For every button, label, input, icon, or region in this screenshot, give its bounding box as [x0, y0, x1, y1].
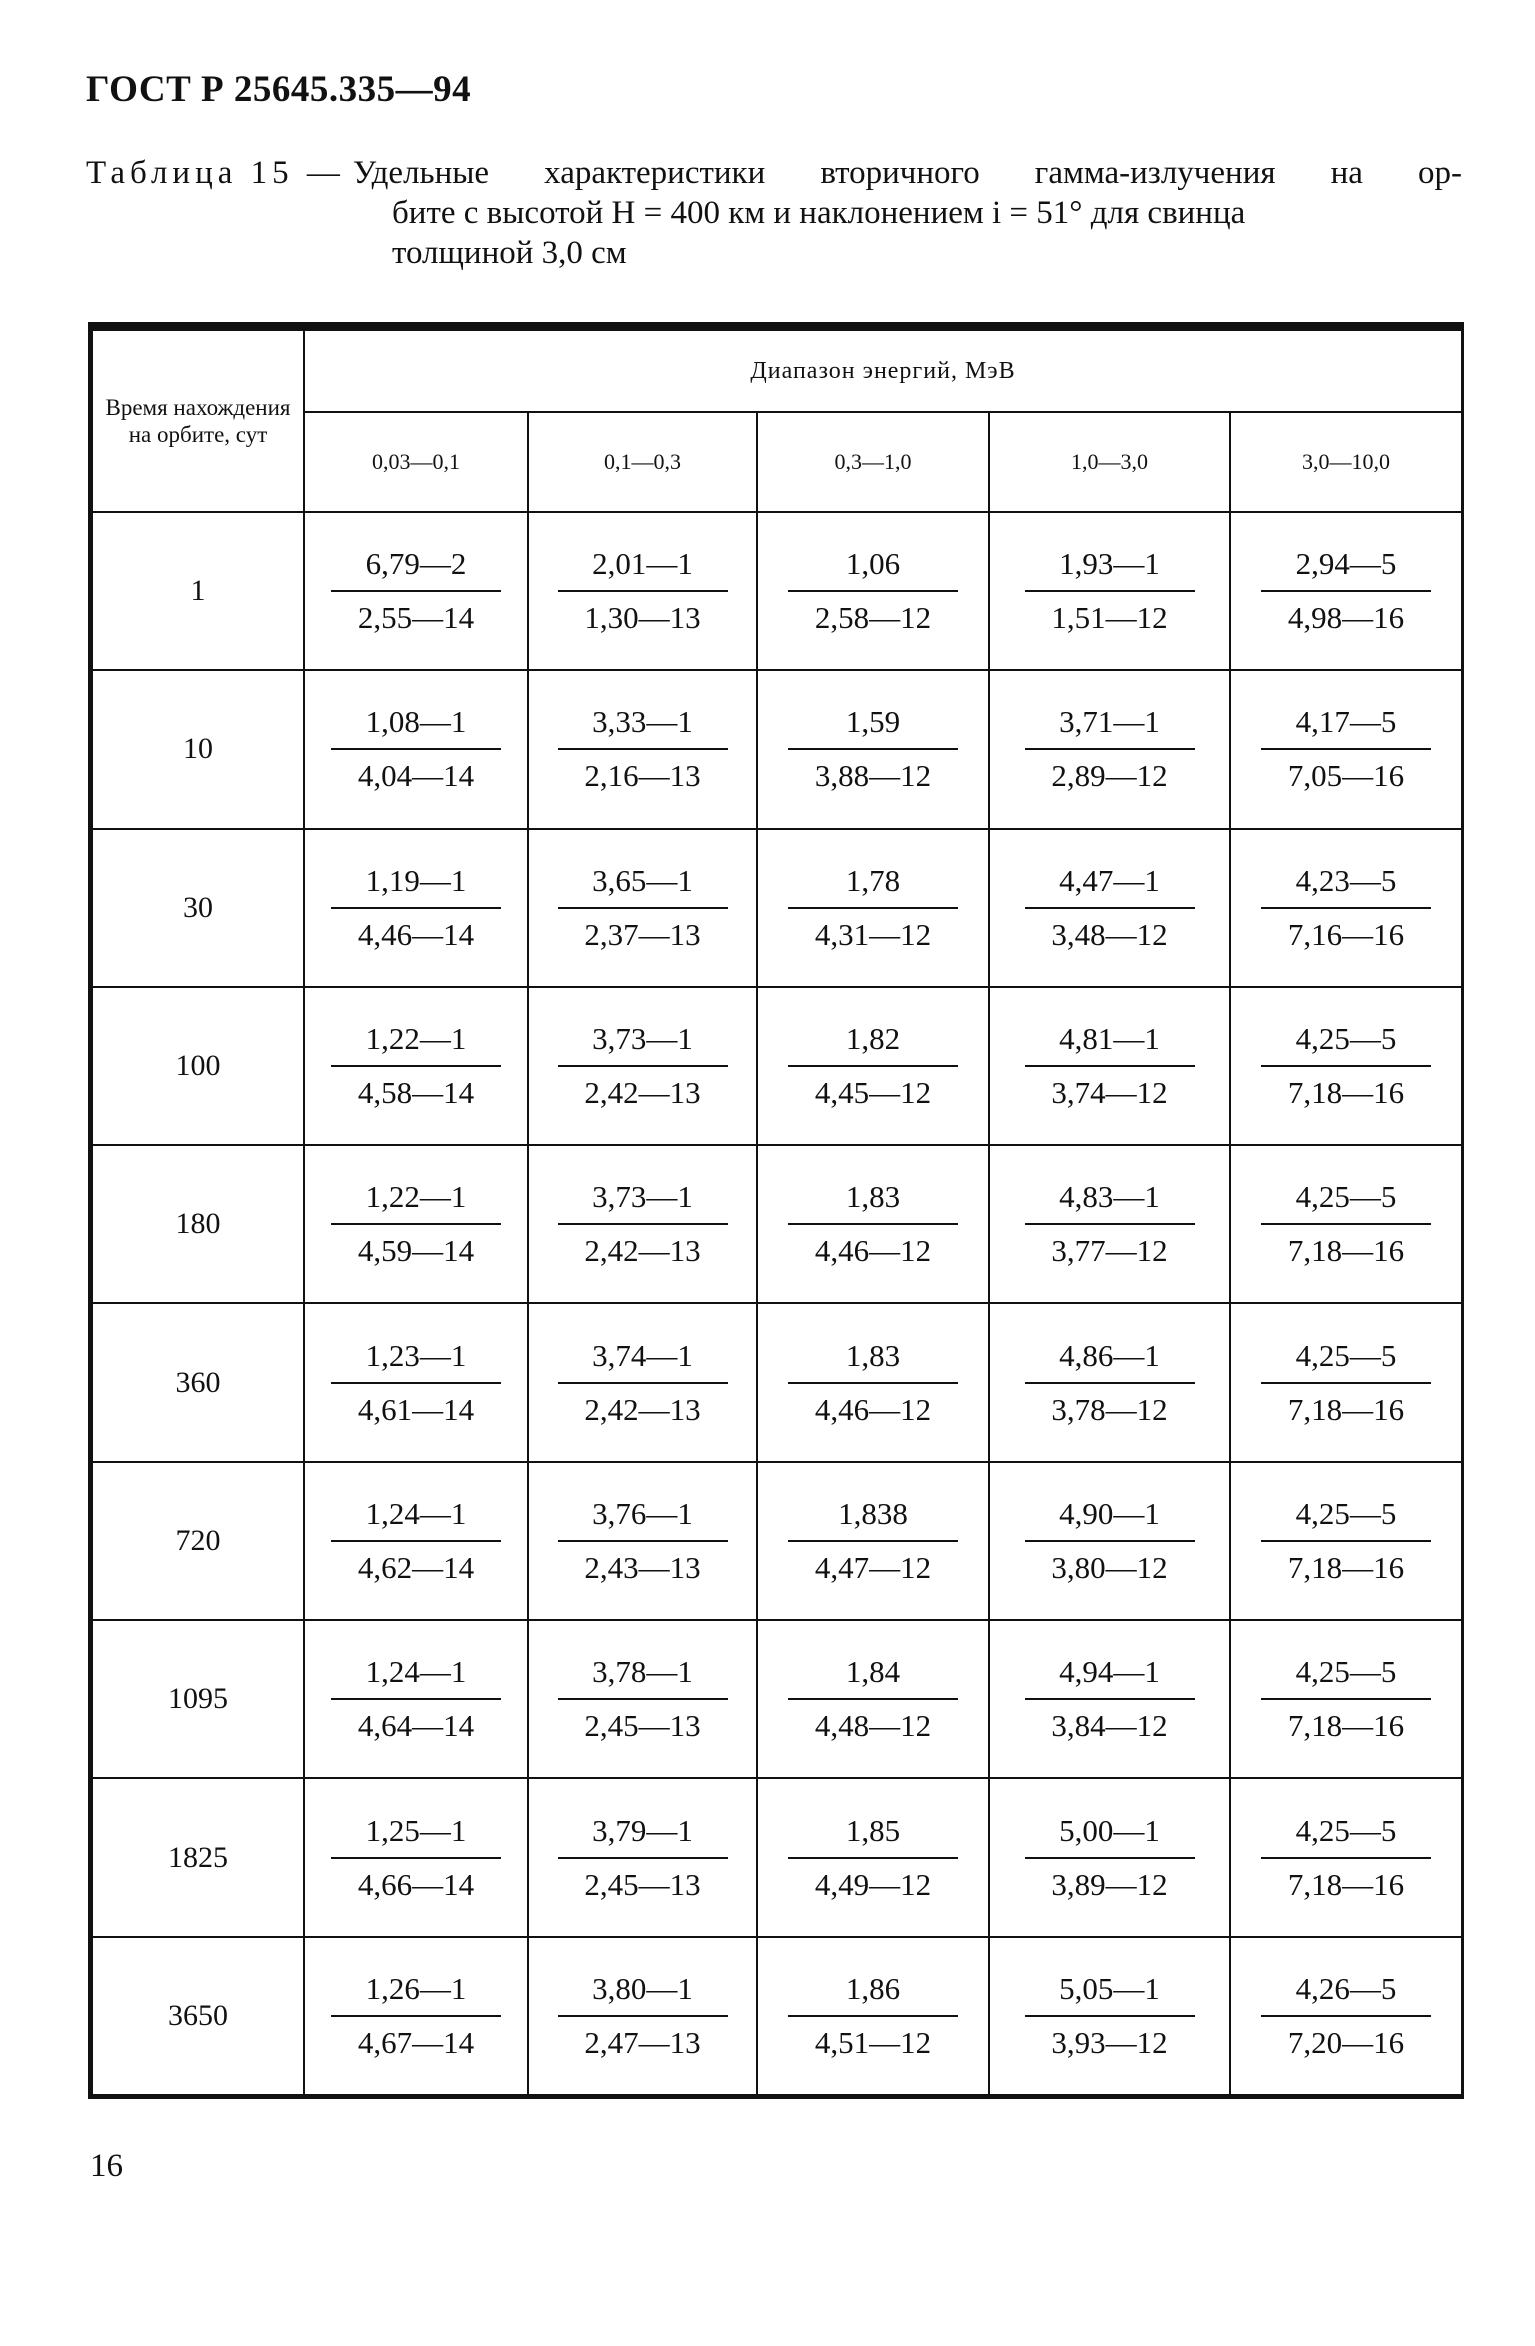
table-row — [92, 987, 1462, 1145]
fraction-numerator: 1,83 — [788, 1177, 958, 1225]
fraction-numerator: 5,05—1 — [1025, 1969, 1195, 2017]
fraction — [331, 702, 501, 796]
fraction-numerator: 4,90—1 — [1025, 1494, 1195, 1542]
value-cell — [989, 1620, 1230, 1778]
fraction — [1025, 1969, 1195, 2063]
fraction-numerator: 1,23—1 — [331, 1336, 501, 1384]
table-row — [92, 1620, 1462, 1778]
fraction-denominator: 3,93—12 — [1051, 2024, 1168, 2060]
value-cell — [304, 1937, 528, 2095]
fraction — [331, 544, 501, 638]
fraction-numerator: 1,24—1 — [331, 1494, 501, 1542]
fraction — [1025, 544, 1195, 638]
fraction-numerator: 4,83—1 — [1025, 1177, 1195, 1225]
fraction-numerator: 4,94—1 — [1025, 1652, 1195, 1700]
fraction-numerator: 1,25—1 — [331, 1811, 501, 1859]
data-table — [91, 329, 1463, 2096]
fraction-denominator: 3,74—12 — [1051, 1075, 1168, 1111]
caption-line-2: бите с высотой H = 400 км и наклонением i = 51° для свинца — [392, 195, 1246, 231]
fraction — [1261, 1336, 1431, 1430]
caption-line-3: толщиной 3,0 см — [392, 235, 627, 271]
fraction — [331, 1336, 501, 1430]
value-cell — [757, 1145, 989, 1303]
fraction-denominator: 2,43—13 — [584, 1549, 701, 1585]
value-cell — [989, 1145, 1230, 1303]
table-row — [92, 670, 1462, 828]
fraction — [331, 1019, 501, 1113]
value-cell — [757, 1778, 989, 1936]
fraction-numerator: 6,79—2 — [331, 544, 501, 592]
caption-line-1: Удельные характеристики вторичного гамма-излучения на ор- — [352, 155, 1462, 191]
fraction-denominator: 4,46—12 — [814, 1391, 932, 1427]
fraction — [788, 702, 958, 796]
value-cell — [1230, 1778, 1462, 1936]
value-cell — [757, 1462, 989, 1620]
fraction-denominator: 7,20—16 — [1287, 2024, 1405, 2060]
fraction-numerator: 1,22—1 — [331, 1019, 501, 1067]
value-cell — [1230, 987, 1462, 1145]
fraction-denominator: 7,18—16 — [1287, 1549, 1405, 1585]
value-cell — [1230, 670, 1462, 828]
fraction — [1261, 702, 1431, 796]
fraction-denominator: 2,45—13 — [584, 1866, 701, 1902]
fraction — [1025, 702, 1195, 796]
fraction — [1025, 1652, 1195, 1746]
value-cell — [304, 670, 528, 828]
value-cell — [989, 1778, 1230, 1936]
value-cell — [1230, 1303, 1462, 1461]
fraction — [1261, 1494, 1431, 1588]
time-cell: 30 — [92, 829, 304, 987]
fraction-denominator: 4,61—14 — [357, 1391, 475, 1427]
fraction-numerator: 1,86 — [788, 1969, 958, 2017]
fraction — [558, 544, 728, 638]
value-cell — [304, 1462, 528, 1620]
fraction-denominator: 2,42—13 — [584, 1233, 701, 1269]
fraction-denominator: 4,51—12 — [814, 2024, 932, 2060]
value-cell — [757, 987, 989, 1145]
time-cell: 100 — [92, 987, 304, 1145]
fraction-numerator: 1,22—1 — [331, 1177, 501, 1225]
time-cell: 720 — [92, 1462, 304, 1620]
fraction — [1025, 1336, 1195, 1430]
fraction-denominator: 3,48—12 — [1051, 916, 1168, 952]
fraction — [1261, 1019, 1431, 1113]
fraction-numerator: 1,24—1 — [331, 1652, 501, 1700]
value-cell — [528, 987, 757, 1145]
value-cell — [989, 670, 1230, 828]
fraction-denominator: 3,84—12 — [1051, 1708, 1168, 1744]
fraction — [788, 1969, 958, 2063]
fraction-numerator: 1,84 — [788, 1652, 958, 1700]
fraction-denominator: 4,04—14 — [357, 758, 475, 794]
fraction-numerator: 1,26—1 — [331, 1969, 501, 2017]
fraction-denominator: 2,47—13 — [584, 2024, 701, 2060]
fraction — [1025, 1177, 1195, 1271]
fraction-denominator: 7,18—16 — [1287, 1075, 1405, 1111]
table-row — [92, 829, 1462, 987]
fraction-numerator: 1,85 — [788, 1811, 958, 1859]
fraction-denominator: 4,67—14 — [357, 2024, 475, 2060]
fraction-numerator: 4,25—5 — [1261, 1811, 1431, 1859]
time-cell: 1 — [92, 512, 304, 670]
fraction — [1025, 1811, 1195, 1905]
fraction-denominator: 2,42—13 — [584, 1075, 701, 1111]
fraction-numerator: 3,73—1 — [558, 1177, 728, 1225]
value-cell — [528, 829, 757, 987]
value-cell — [528, 1462, 757, 1620]
value-cell — [989, 1937, 1230, 2095]
fraction-numerator: 1,06 — [788, 544, 958, 592]
fraction-numerator: 3,78—1 — [558, 1652, 728, 1700]
fraction-denominator: 7,18—16 — [1287, 1708, 1405, 1744]
fraction-denominator: 4,48—12 — [814, 1708, 932, 1744]
time-column-header: Время нахождения на орбите, сут — [92, 330, 304, 512]
time-cell: 10 — [92, 670, 304, 828]
table-row — [92, 1462, 1462, 1620]
fraction-denominator: 4,45—12 — [814, 1075, 932, 1111]
fraction — [331, 861, 501, 955]
fraction — [558, 1494, 728, 1588]
value-cell — [989, 829, 1230, 987]
fraction — [1025, 1019, 1195, 1113]
value-cell — [757, 1303, 989, 1461]
fraction-denominator: 4,47—12 — [814, 1549, 932, 1585]
value-cell — [757, 1937, 989, 2095]
fraction — [331, 1811, 501, 1905]
fraction — [558, 702, 728, 796]
fraction-denominator: 2,42—13 — [584, 1391, 701, 1427]
fraction-numerator: 5,00—1 — [1025, 1811, 1195, 1859]
fraction — [788, 544, 958, 638]
value-cell — [304, 1778, 528, 1936]
value-cell — [989, 987, 1230, 1145]
fraction — [331, 1494, 501, 1588]
fraction-denominator: 7,05—16 — [1287, 758, 1405, 794]
table-caption — [86, 153, 1462, 273]
value-cell — [757, 512, 989, 670]
value-cell — [1230, 1620, 1462, 1778]
time-cell: 180 — [92, 1145, 304, 1303]
fraction-numerator: 1,82 — [788, 1019, 958, 1067]
fraction — [331, 1969, 501, 2063]
value-cell — [528, 1937, 757, 2095]
value-cell — [528, 1778, 757, 1936]
fraction-denominator: 2,37—13 — [584, 916, 701, 952]
table-row — [92, 1303, 1462, 1461]
fraction-numerator: 1,93—1 — [1025, 544, 1195, 592]
energy-column-header: 3,0—10,0 — [1230, 412, 1462, 512]
fraction — [1025, 861, 1195, 955]
value-cell — [304, 1620, 528, 1778]
value-cell — [528, 1303, 757, 1461]
fraction — [788, 1019, 958, 1113]
fraction-numerator: 4,47—1 — [1025, 861, 1195, 909]
table-row — [92, 1937, 1462, 2095]
data-table-frame — [88, 322, 1464, 2099]
fraction-numerator: 3,71—1 — [1025, 702, 1195, 750]
fraction-denominator: 4,31—12 — [814, 916, 932, 952]
value-cell — [989, 512, 1230, 670]
fraction-numerator: 3,33—1 — [558, 702, 728, 750]
value-cell — [1230, 1462, 1462, 1620]
fraction — [558, 1019, 728, 1113]
fraction — [1261, 544, 1431, 638]
fraction — [331, 1652, 501, 1746]
fraction-numerator: 3,79—1 — [558, 1811, 728, 1859]
fraction-denominator: 1,30—13 — [584, 600, 701, 636]
energy-column-header: 0,03—0,1 — [304, 412, 528, 512]
energy-column-header: 1,0—3,0 — [989, 412, 1230, 512]
fraction — [788, 1336, 958, 1430]
fraction-numerator: 1,19—1 — [331, 861, 501, 909]
fraction-denominator: 7,18—16 — [1287, 1866, 1405, 1902]
value-cell — [757, 1620, 989, 1778]
fraction — [1261, 1969, 1431, 2063]
fraction-denominator: 4,62—14 — [357, 1549, 475, 1585]
fraction-denominator: 4,49—12 — [814, 1866, 932, 1902]
value-cell — [304, 1145, 528, 1303]
energy-range-header: Диапазон энергий, МэВ — [304, 330, 1462, 412]
fraction-denominator: 3,80—12 — [1051, 1549, 1168, 1585]
fraction-denominator: 3,88—12 — [814, 758, 932, 794]
energy-column-header: 0,3—1,0 — [757, 412, 989, 512]
fraction-numerator: 4,86—1 — [1025, 1336, 1195, 1384]
fraction — [558, 1652, 728, 1746]
fraction-numerator: 3,80—1 — [558, 1969, 728, 2017]
fraction-denominator: 4,46—12 — [814, 1233, 932, 1269]
fraction-numerator: 4,25—5 — [1261, 1652, 1431, 1700]
table-row — [92, 512, 1462, 670]
fraction-numerator: 4,25—5 — [1261, 1494, 1431, 1542]
fraction-numerator: 2,94—5 — [1261, 544, 1431, 592]
fraction-numerator: 1,83 — [788, 1336, 958, 1384]
fraction — [788, 1177, 958, 1271]
fraction-denominator: 2,45—13 — [584, 1708, 701, 1744]
value-cell — [757, 829, 989, 987]
fraction — [788, 1811, 958, 1905]
fraction — [788, 1494, 958, 1588]
fraction-denominator: 4,66—14 — [357, 1866, 475, 1902]
fraction-denominator: 4,46—14 — [357, 916, 475, 952]
fraction-numerator: 4,26—5 — [1261, 1969, 1431, 2017]
fraction — [1025, 1494, 1195, 1588]
fraction-numerator: 1,838 — [788, 1494, 958, 1542]
table-row — [92, 1778, 1462, 1936]
fraction-denominator: 1,51—12 — [1051, 600, 1168, 636]
fraction-numerator: 1,78 — [788, 861, 958, 909]
value-cell — [757, 670, 989, 828]
value-cell — [304, 987, 528, 1145]
value-cell — [1230, 512, 1462, 670]
fraction-numerator: 4,25—5 — [1261, 1019, 1431, 1067]
value-cell — [304, 1303, 528, 1461]
value-cell — [304, 512, 528, 670]
fraction-denominator: 2,89—12 — [1051, 758, 1168, 794]
time-cell: 3650 — [92, 1937, 304, 2095]
value-cell — [989, 1462, 1230, 1620]
table-row — [92, 1145, 1462, 1303]
fraction — [1261, 1652, 1431, 1746]
value-cell — [304, 829, 528, 987]
fraction-numerator: 3,73—1 — [558, 1019, 728, 1067]
fraction-numerator: 3,74—1 — [558, 1336, 728, 1384]
fraction — [558, 1177, 728, 1271]
fraction-denominator: 3,77—12 — [1051, 1233, 1168, 1269]
time-cell: 1825 — [92, 1778, 304, 1936]
fraction — [788, 1652, 958, 1746]
fraction — [331, 1177, 501, 1271]
fraction — [558, 861, 728, 955]
fraction — [558, 1336, 728, 1430]
fraction-denominator: 3,78—12 — [1051, 1391, 1168, 1427]
value-cell — [989, 1303, 1230, 1461]
fraction-denominator: 2,55—14 — [357, 600, 475, 636]
fraction-denominator: 4,58—14 — [357, 1075, 475, 1111]
fraction-numerator: 1,08—1 — [331, 702, 501, 750]
fraction-numerator: 2,01—1 — [558, 544, 728, 592]
fraction-numerator: 4,17—5 — [1261, 702, 1431, 750]
fraction — [558, 1969, 728, 2063]
page-number: 16 — [90, 2148, 123, 2184]
value-cell — [528, 1145, 757, 1303]
fraction-denominator: 7,18—16 — [1287, 1233, 1405, 1269]
value-cell — [1230, 1145, 1462, 1303]
fraction-numerator: 3,65—1 — [558, 861, 728, 909]
fraction — [558, 1811, 728, 1905]
value-cell — [528, 670, 757, 828]
fraction — [1261, 1177, 1431, 1271]
fraction — [1261, 861, 1431, 955]
time-cell: 360 — [92, 1303, 304, 1461]
fraction-denominator: 4,98—16 — [1287, 600, 1405, 636]
value-cell — [1230, 829, 1462, 987]
document-code: ГОСТ Р 25645.335—94 — [86, 69, 472, 110]
fraction-denominator: 3,89—12 — [1051, 1866, 1168, 1902]
fraction-numerator: 4,81—1 — [1025, 1019, 1195, 1067]
fraction-numerator: 4,23—5 — [1261, 861, 1431, 909]
fraction-numerator: 4,25—5 — [1261, 1336, 1431, 1384]
fraction-denominator: 4,64—14 — [357, 1708, 475, 1744]
fraction — [1261, 1811, 1431, 1905]
value-cell — [1230, 1937, 1462, 2095]
caption-label: Таблица 15 — — [86, 155, 345, 191]
value-cell — [528, 512, 757, 670]
value-cell — [528, 1620, 757, 1778]
fraction-denominator: 7,16—16 — [1287, 916, 1405, 952]
fraction-denominator: 7,18—16 — [1287, 1391, 1405, 1427]
energy-column-header: 0,1—0,3 — [528, 412, 757, 512]
fraction-numerator: 1,59 — [788, 702, 958, 750]
fraction-denominator: 2,16—13 — [584, 758, 701, 794]
fraction-numerator: 4,25—5 — [1261, 1177, 1431, 1225]
fraction-denominator: 2,58—12 — [814, 600, 932, 636]
time-cell: 1095 — [92, 1620, 304, 1778]
fraction — [788, 861, 958, 955]
fraction-numerator: 3,76—1 — [558, 1494, 728, 1542]
fraction-denominator: 4,59—14 — [357, 1233, 475, 1269]
